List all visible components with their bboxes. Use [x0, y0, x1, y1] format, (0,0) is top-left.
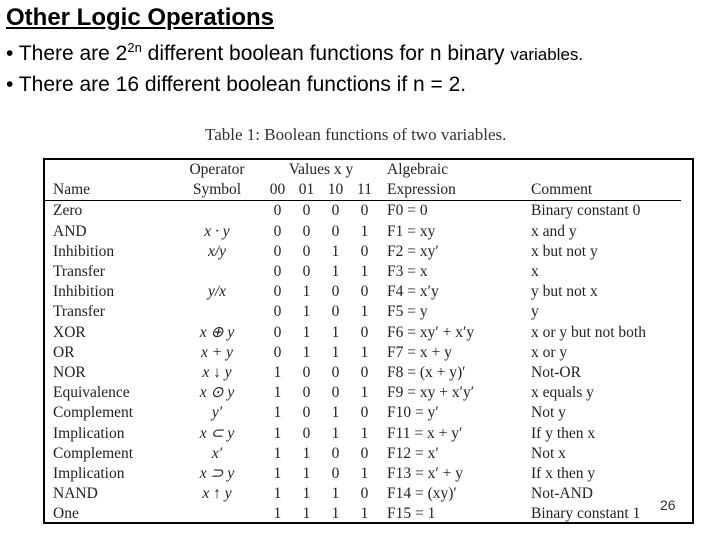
cell-value-01: 0 [302, 404, 311, 422]
cell-comment: Not x [531, 444, 566, 462]
cell-value-11: 1 [360, 505, 369, 523]
header-00: 00 [263, 180, 292, 201]
cell-value-10: 0 [331, 464, 340, 482]
header-01: 01 [292, 180, 321, 201]
cell-value-11: 1 [360, 343, 369, 361]
cell-expression: F1 = xy [387, 222, 436, 240]
header-algebraic: Algebraic [387, 161, 449, 179]
cell-value-11: 1 [360, 263, 369, 281]
header-row-top [45, 160, 681, 180]
cell-value-01: 0 [302, 263, 311, 281]
cell-comment: x equals y [531, 384, 594, 402]
cell-value-10: 1 [331, 485, 340, 503]
cell-value-00: 0 [273, 303, 282, 321]
cell-value-01: 1 [302, 283, 311, 301]
cell-value-00: 1 [273, 444, 282, 462]
cell-symbol: x/y [207, 242, 227, 260]
cell-symbol: x ↑ y [202, 485, 232, 503]
table-row [45, 504, 681, 524]
cell-value-00: 0 [273, 242, 282, 260]
cell-value-10: 0 [331, 283, 340, 301]
cell-symbol [171, 201, 263, 222]
table-row [45, 302, 681, 322]
cell-name: Inhibition [53, 283, 115, 301]
cell-symbol: y/x [207, 283, 227, 301]
cell-comment: Not-OR [531, 363, 581, 381]
cell-comment: x or y but not both [531, 323, 646, 341]
cell-value-11: 1 [360, 303, 369, 321]
cell-expression: F3 = x [387, 263, 428, 281]
cell-value-01: 1 [302, 485, 311, 503]
header-symbol: Symbol [171, 180, 263, 201]
cell-symbol: x ⊕ y [199, 323, 235, 341]
cell-value-01: 0 [302, 363, 311, 381]
cell-value-11: 0 [360, 202, 369, 220]
header-values: Values x y [288, 161, 354, 179]
cell-symbol: x + y [201, 343, 233, 361]
cell-value-11: 0 [360, 283, 369, 301]
header-expression: Expression [379, 180, 527, 201]
cell-name: Inhibition [53, 242, 115, 260]
cell-expression: F12 = x′ [387, 444, 439, 462]
cell-symbol: x ⊃ y [199, 464, 235, 482]
cell-expression: F13 = x′ + y [387, 464, 463, 482]
cell-comment: x and y [531, 222, 577, 240]
cell-value-00: 0 [273, 283, 282, 301]
cell-value-10: 1 [331, 323, 340, 341]
header-comment: Comment [527, 180, 681, 201]
cell-value-10: 1 [331, 424, 340, 442]
cell-expression: F7 = x + y [387, 343, 452, 361]
cell-name: Complement [53, 404, 134, 422]
cell-symbol: x · y [204, 222, 230, 240]
cell-name: Transfer [53, 303, 105, 321]
cell-value-11: 0 [360, 363, 369, 381]
slide-title: Other Logic Operations [6, 4, 275, 31]
header-10: 10 [321, 180, 350, 201]
table-caption: Table 1: Boolean functions of two variables. [205, 125, 507, 144]
cell-value-00: 0 [273, 222, 282, 240]
cell-comment: If x then y [531, 464, 596, 482]
cell-value-00: 0 [273, 343, 282, 361]
cell-comment: Binary constant 1 [531, 505, 641, 523]
cell-value-11: 0 [360, 404, 369, 422]
cell-value-10: 1 [331, 505, 340, 523]
header-top-comment [527, 160, 681, 180]
cell-value-11: 1 [360, 384, 369, 402]
cell-comment: Not y [531, 404, 566, 422]
cell-name: Equivalence [53, 384, 130, 402]
header-name: Name [45, 180, 171, 201]
table-body [45, 201, 681, 525]
cell-expression: F4 = x′y [387, 283, 439, 301]
cell-value-01: 0 [302, 384, 311, 402]
cell-expression: F6 = xy′ + x′y [387, 323, 475, 341]
bullet-1-tail: variables. [510, 45, 584, 64]
cell-symbol: x ⊂ y [199, 424, 235, 442]
cell-expression: F2 = xy′ [387, 242, 439, 260]
cell-value-00: 1 [273, 363, 282, 381]
table-row [45, 423, 681, 443]
table-row [45, 201, 681, 222]
table-row [45, 444, 681, 464]
cell-name: Complement [53, 444, 134, 462]
cell-value-01: 0 [302, 424, 311, 442]
cell-value-11: 0 [360, 444, 369, 462]
cell-value-11: 0 [360, 323, 369, 341]
cell-symbol: x ⊙ y [199, 384, 235, 402]
cell-value-01: 1 [302, 303, 311, 321]
cell-value-10: 0 [331, 202, 340, 220]
cell-value-10: 1 [331, 404, 340, 422]
cell-symbol [171, 262, 263, 282]
cell-name: NOR [53, 363, 86, 381]
cell-value-01: 0 [302, 222, 311, 240]
cell-value-01: 1 [302, 444, 311, 462]
cell-comment: y [531, 303, 539, 321]
cell-expression: F9 = xy + x′y′ [387, 384, 475, 402]
cell-value-11: 1 [360, 464, 369, 482]
cell-value-10: 0 [331, 303, 340, 321]
cell-symbol: x′ [211, 444, 223, 462]
cell-comment: x but not y [531, 242, 598, 260]
cell-expression: F15 = 1 [387, 505, 436, 523]
cell-name: OR [53, 343, 75, 361]
table-row [45, 262, 681, 282]
cell-symbol [171, 504, 263, 524]
cell-value-00: 1 [273, 485, 282, 503]
bullet-2: • There are 16 different boolean functions if n = 2. [6, 73, 467, 96]
bullet-1-text: different boolean functions for n binary [141, 42, 511, 65]
header-top-name [45, 160, 171, 180]
cell-comment: x [531, 263, 539, 281]
table-row [45, 363, 681, 383]
cell-comment: Not-AND [531, 485, 593, 503]
cell-expression: F8 = (x + y)′ [387, 363, 466, 381]
cell-comment: Binary constant 0 [531, 202, 641, 220]
cell-value-00: 1 [273, 384, 282, 402]
cell-value-10: 0 [331, 222, 340, 240]
cell-value-00: 1 [273, 404, 282, 422]
cell-name: Implication [53, 464, 125, 482]
cell-value-10: 1 [331, 343, 340, 361]
header-11: 11 [350, 180, 379, 201]
boolean-functions-table [43, 158, 694, 524]
table-row [45, 464, 681, 484]
table-row [45, 222, 681, 242]
cell-value-11: 1 [360, 222, 369, 240]
cell-expression: F5 = y [387, 303, 428, 321]
cell-name: XOR [53, 323, 86, 341]
cell-value-10: 1 [331, 242, 340, 260]
cell-value-01: 1 [302, 505, 311, 523]
cell-comment: x or y [531, 343, 568, 361]
bullet-1-exponent: 2n [127, 40, 142, 55]
cell-value-01: 1 [302, 464, 311, 482]
cell-expression: F11 = x + y′ [387, 424, 463, 442]
cell-value-10: 0 [331, 363, 340, 381]
cell-value-11: 0 [360, 242, 369, 260]
cell-value-11: 1 [360, 424, 369, 442]
cell-name: NAND [53, 485, 98, 503]
header-operator: Operator [189, 161, 245, 179]
bullet-1 [6, 42, 583, 66]
table-row [45, 343, 681, 363]
cell-name: AND [53, 222, 87, 240]
cell-value-00: 0 [273, 323, 282, 341]
table-row [45, 484, 681, 504]
table-row [45, 282, 681, 302]
cell-expression: F14 = (xy)′ [387, 485, 457, 503]
cell-expression: F0 = 0 [387, 202, 428, 220]
cell-expression: F10 = y′ [387, 404, 439, 422]
table-row [45, 242, 681, 262]
cell-comment: y but not x [531, 283, 598, 301]
cell-value-01: 0 [302, 202, 311, 220]
cell-value-00: 0 [273, 202, 282, 220]
cell-name: Zero [53, 202, 83, 220]
cell-symbol [171, 302, 263, 322]
header-row-bottom [45, 180, 681, 201]
cell-value-11: 0 [360, 485, 369, 503]
cell-value-01: 1 [302, 343, 311, 361]
cell-value-00: 1 [273, 505, 282, 523]
cell-value-00: 0 [273, 263, 282, 281]
cell-value-10: 0 [331, 444, 340, 462]
cell-name: Implication [53, 424, 125, 442]
cell-comment: If y then x [531, 424, 596, 442]
page-number: 26 [660, 497, 676, 513]
cell-symbol: y′ [211, 404, 223, 422]
cell-symbol: x ↓ y [202, 363, 232, 381]
cell-value-00: 1 [273, 464, 282, 482]
cell-value-01: 0 [302, 242, 311, 260]
table-row [45, 323, 681, 343]
bullet-1-prefix: • There are 2 [6, 42, 128, 65]
cell-name: Transfer [53, 263, 105, 281]
cell-value-01: 1 [302, 323, 311, 341]
cell-value-00: 1 [273, 424, 282, 442]
cell-name: One [53, 505, 79, 523]
table-grid [45, 160, 681, 524]
cell-value-10: 0 [331, 384, 340, 402]
table-row [45, 383, 681, 403]
cell-value-10: 1 [331, 263, 340, 281]
table-row [45, 403, 681, 423]
